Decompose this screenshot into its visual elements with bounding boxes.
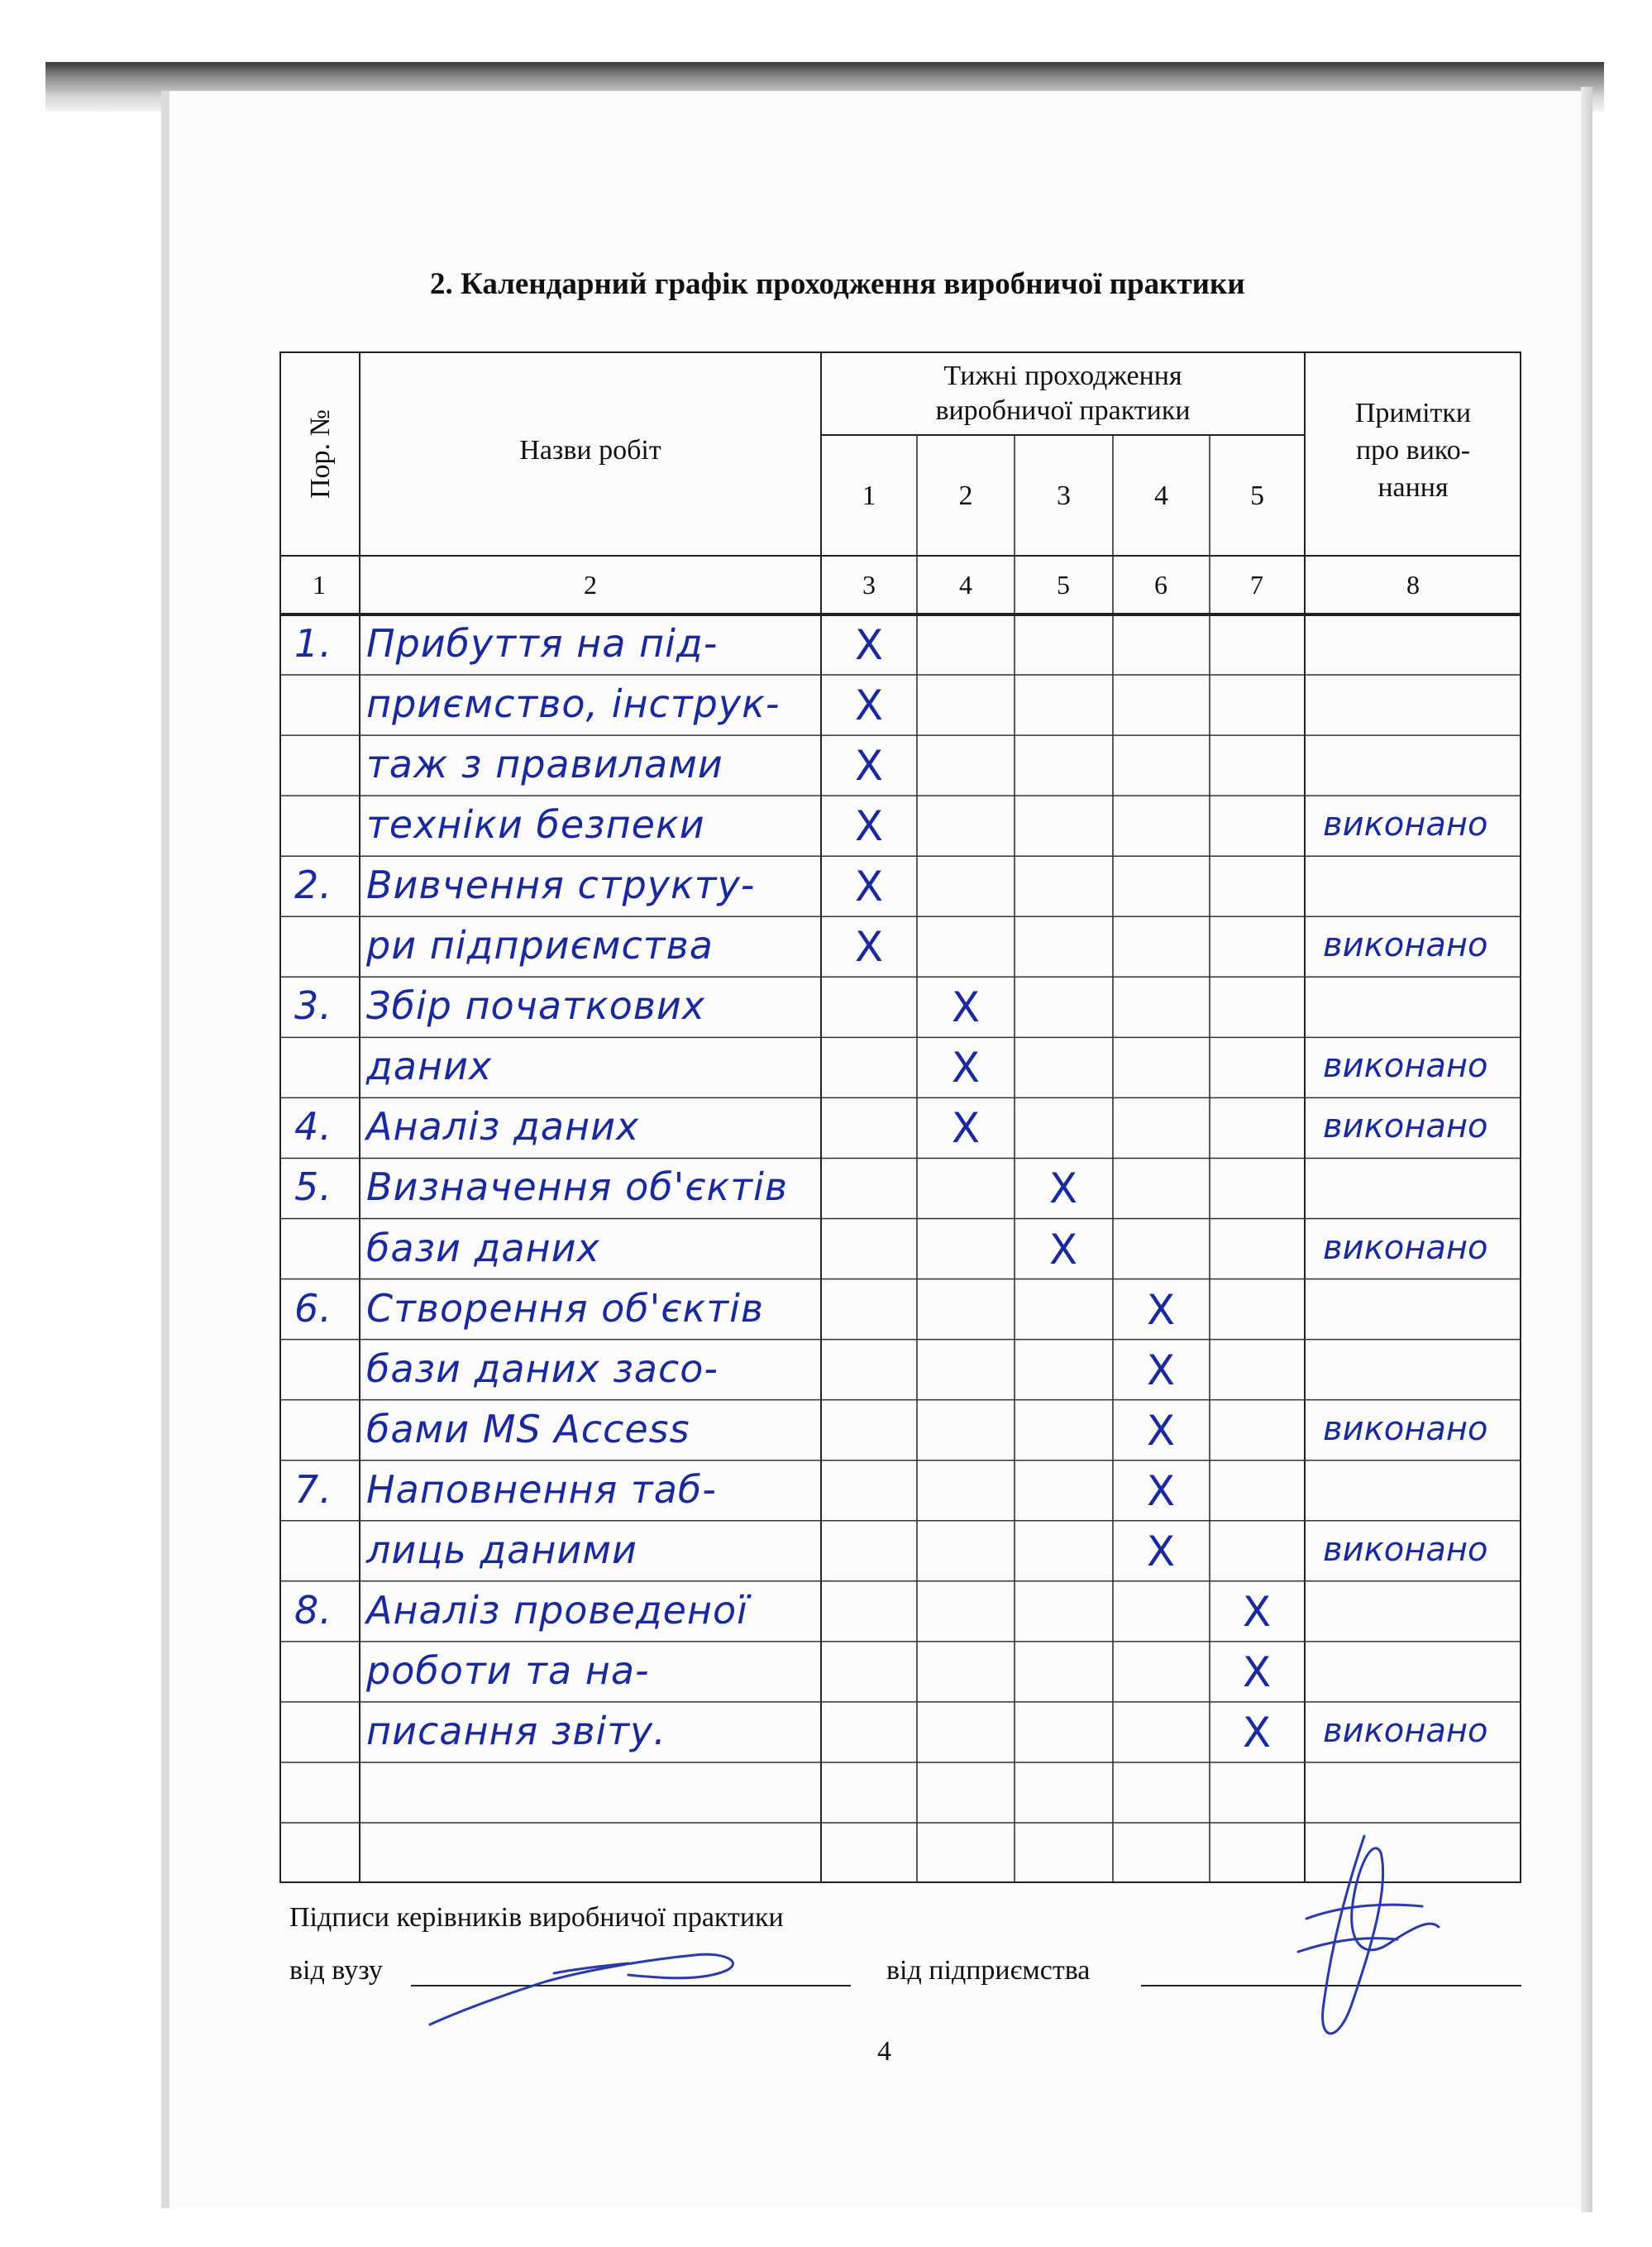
completion-note: виконано: [1323, 1530, 1488, 1569]
from-enterprise-label: від підприємства: [886, 1955, 1091, 1986]
week-mark: X: [1242, 1708, 1272, 1757]
completion-note: виконано: [1323, 1409, 1488, 1448]
work-name: бази даних засо-: [366, 1346, 719, 1391]
work-name: Прибуття на під-: [366, 621, 719, 666]
work-name: Визначення об'єктів: [366, 1164, 788, 1210]
week-mark: X: [951, 1104, 981, 1153]
week-mark: X: [854, 621, 884, 669]
row-number: 5.: [294, 1164, 332, 1210]
week-number: 4: [1154, 480, 1168, 511]
work-name: Аналіз проведеної: [366, 1587, 748, 1633]
completion-note: виконано: [1323, 806, 1488, 844]
week-number: 3: [1057, 480, 1071, 511]
week-number: 5: [1250, 480, 1264, 511]
week-mark: X: [854, 681, 884, 730]
work-name: Вивчення структу-: [366, 863, 756, 908]
weeks-header-line1: Тижні проходження: [943, 361, 1182, 391]
week-mark: X: [1048, 1164, 1078, 1213]
work-name: лиць даними: [366, 1527, 637, 1572]
signatures-label: Підписи керівників виробничої практики: [289, 1902, 784, 1933]
completion-note: виконано: [1323, 1047, 1488, 1086]
schedule-table: [279, 351, 1521, 1883]
work-name: Збір початкових: [366, 983, 705, 1029]
page-number: 4: [877, 2036, 891, 2067]
work-name: приємство, інструк-: [366, 681, 781, 727]
from-university-label: від вузу: [289, 1955, 383, 1986]
week-mark: X: [854, 923, 884, 972]
work-name: таж з правилами: [366, 742, 723, 787]
column-number: 4: [959, 570, 972, 600]
row-number: 1.: [294, 621, 332, 666]
work-name: роботи та на-: [366, 1647, 650, 1693]
work-name: техніки безпеки: [366, 802, 705, 848]
order-number-header: Пор. №: [305, 409, 336, 499]
work-name: писання звіту.: [366, 1708, 666, 1753]
week-mark: X: [1048, 1225, 1078, 1274]
work-name: ри підприємства: [366, 923, 714, 968]
page-title: 2. Календарний графік проходження виробничої практики: [430, 267, 1245, 301]
notes-header-line1: Примітки: [1354, 398, 1472, 428]
week-mark: X: [1242, 1647, 1272, 1696]
column-number: 7: [1250, 570, 1263, 600]
notes-header-line3: нання: [1377, 472, 1449, 503]
weeks-header-line2: виробничої практики: [935, 395, 1191, 426]
week-mark: X: [1146, 1527, 1176, 1575]
work-name: Наповнення таб-: [366, 1466, 717, 1512]
row-number: 8.: [294, 1587, 332, 1633]
column-number: 2: [584, 570, 597, 600]
week-mark: X: [1242, 1587, 1272, 1636]
row-number: 6.: [294, 1285, 332, 1331]
row-number: 2.: [294, 863, 332, 908]
enterprise-signature: [1273, 1819, 1463, 2068]
completion-note: виконано: [1323, 1228, 1488, 1267]
column-number: 5: [1057, 570, 1070, 600]
work-name: бами MS Access: [366, 1406, 690, 1451]
completion-note: виконано: [1323, 926, 1488, 965]
week-mark: X: [854, 742, 884, 791]
work-names-header: Назви робіт: [519, 435, 661, 466]
completion-note: виконано: [1323, 1107, 1488, 1146]
column-number: 8: [1406, 570, 1420, 600]
page-edge: [1581, 87, 1592, 2212]
row-number: 4.: [294, 1104, 332, 1150]
completion-note: виконано: [1323, 1711, 1488, 1750]
week-mark: X: [1146, 1285, 1176, 1334]
column-number: 3: [862, 570, 876, 600]
work-name: Аналіз даних: [366, 1104, 640, 1150]
week-number: 1: [862, 480, 876, 511]
work-name: даних: [366, 1044, 493, 1089]
week-mark: X: [854, 802, 884, 851]
week-mark: X: [951, 983, 981, 1032]
week-mark: X: [1146, 1346, 1176, 1394]
row-number: 7.: [294, 1466, 332, 1512]
week-mark: X: [951, 1044, 981, 1092]
week-mark: X: [1146, 1466, 1176, 1515]
week-mark: X: [1146, 1406, 1176, 1455]
week-mark: X: [854, 863, 884, 911]
notes-header-line2: про вико-: [1355, 435, 1471, 466]
week-number: 2: [958, 480, 973, 511]
university-signature: [413, 1927, 876, 2034]
column-number: 6: [1154, 570, 1167, 600]
row-number: 3.: [294, 983, 332, 1029]
work-name: бази даних: [366, 1225, 600, 1270]
work-name: Створення об'єктів: [366, 1285, 764, 1331]
column-number: 1: [313, 570, 326, 600]
